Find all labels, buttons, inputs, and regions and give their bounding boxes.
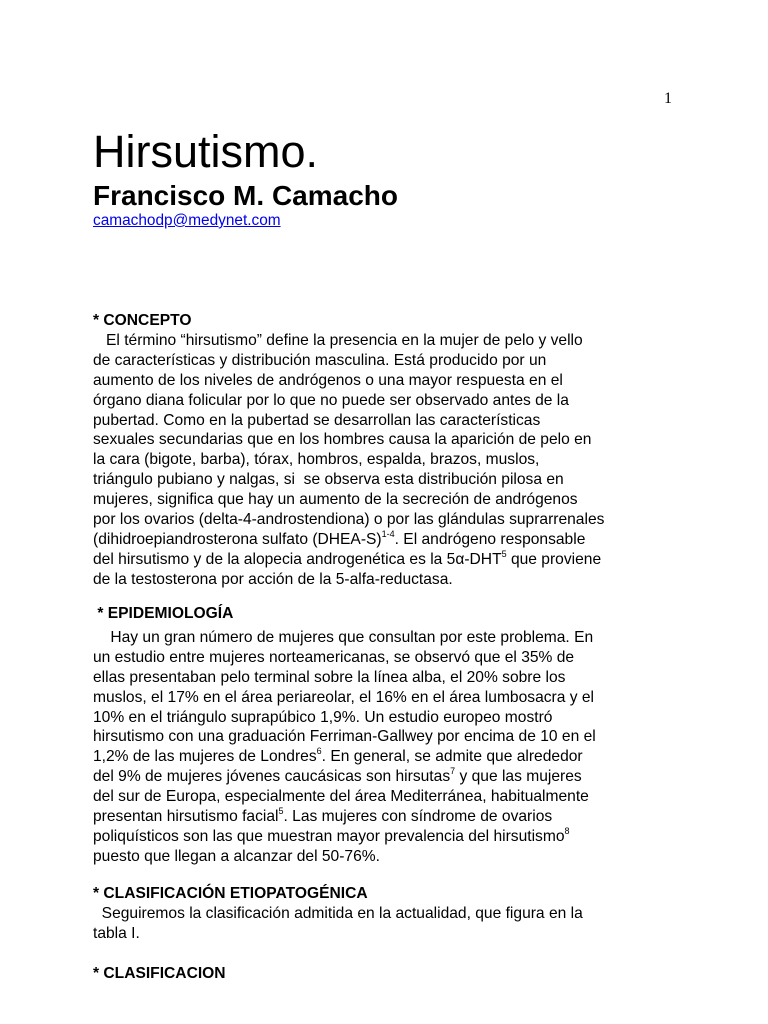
text-span: presentan hirsutismo facial (93, 808, 279, 826)
text-span: del hirsutismo y de la alopecia androgenética es la 5α-DHT (93, 550, 502, 568)
paragraph-line (93, 550, 693, 570)
text-span: (dihidroepiandrosterona sulfato (DHEA-S) (93, 530, 382, 548)
paragraph-line: El término “hirsutismo” define la presencia en la mujer de pelo y vello (93, 331, 583, 349)
paragraph-line: Seguiremos la clasificación admitida en la actualidad, que figura en la (93, 904, 583, 922)
author-name: Francisco M. Camacho (93, 180, 398, 211)
text-span: poliquísticos son las que muestran mayor prevalencia del hirsutismo (93, 827, 565, 845)
paragraph-line (93, 530, 693, 550)
text-span: . Las mujeres con síndrome de ovarios (283, 808, 553, 826)
section-heading: * CONCEPTO (93, 312, 192, 329)
section-heading: * CLASIFICACION (93, 965, 226, 982)
paragraph-line (93, 827, 693, 847)
section-clasificacion-etiopatogenica (93, 884, 693, 944)
text-span: . El andrógeno responsable (394, 530, 586, 548)
paragraph-line: Hay un gran número de mujeres que consultan por este problema. En (93, 628, 594, 646)
paragraph-line: ellas presentaban pelo terminal sobre la línea alba, el 20% sobre los (93, 668, 566, 686)
paragraph-line: pubertad. Como en la pubertad se desarrollan las características (93, 411, 541, 429)
paragraph-line (93, 747, 693, 767)
paragraph-line: la cara (bigote, barba), tórax, hombros, espalda, brazos, muslos, (93, 451, 540, 469)
section-epidemiologia (93, 604, 693, 867)
text-span: . En general, se admite que alrededor (321, 748, 583, 766)
document-title: Hirsutismo. (93, 126, 319, 177)
author-email-link[interactable]: camachodp@medynet.com (93, 212, 281, 229)
citation-superscript: 6 (316, 746, 322, 757)
section-concepto (93, 311, 693, 590)
paragraph-line: 10% en el triángulo suprapúbico 1,9%. Un estudio europeo mostró (93, 708, 553, 726)
paragraph-line: mujeres, significa que hay un aumento de la secreción de andrógenos (93, 491, 578, 509)
paragraph-line: sexuales secundarias que en los hombres causa la aparición de pelo en (93, 431, 592, 449)
paragraph-line: muslos, el 17% en el área periareolar, el 16% en el área lumbosacra y el (93, 688, 595, 706)
text-span: y que las mujeres (455, 768, 582, 786)
page-number: 1 (664, 90, 672, 107)
paragraph-line: aumento de los niveles de andrógenos o una mayor respuesta en el (93, 371, 563, 389)
citation-superscript: 8 (564, 825, 570, 836)
paragraph-line (93, 807, 693, 827)
citation-superscript: 5 (501, 548, 507, 559)
citation-superscript: 7 (450, 766, 456, 777)
paragraph-line: del sur de Europa, especialmente del área Mediterránea, habitualmente (93, 788, 589, 806)
paragraph-line: puesto que llegan a alcanzar del 50-76%. (93, 847, 380, 865)
section-clasificacion (93, 964, 693, 984)
paragraph-line: un estudio entre mujeres norteamericanas, se observó que el 35% de (93, 648, 575, 666)
text-span: que proviene (506, 550, 602, 568)
paragraph-line: de la testosterona por acción de la 5-alfa-reductasa. (93, 570, 453, 588)
paragraph-line: tabla I. (93, 924, 140, 942)
citation-superscript: 1-4 (381, 528, 395, 539)
paragraph-line: por los ovarios (delta-4-androstendiona) o por las glándulas suprarrenales (93, 511, 605, 529)
section-heading: * EPIDEMIOLOGÍA (93, 605, 234, 622)
paragraph-line: triángulo pubiano y nalgas, si se observa esta distribución pilosa en (93, 471, 564, 489)
paragraph-line: órgano diana folicular por lo que no puede ser observado antes de la (93, 391, 569, 409)
citation-superscript: 5 (278, 805, 284, 816)
paragraph-line (93, 767, 693, 787)
text-span: 1,2% de las mujeres de Londres (93, 748, 317, 766)
text-span: del 9% de mujeres jóvenes caucásicas son hirsutas (93, 768, 451, 786)
paragraph-line: hirsutismo con una graduación Ferriman-Gallwey por encima de 10 en el (93, 728, 596, 746)
section-heading: * CLASIFICACIÓN ETIOPATOGÉNICA (93, 885, 368, 902)
paragraph-line: de características y distribución masculina. Está producido por un (93, 351, 547, 369)
